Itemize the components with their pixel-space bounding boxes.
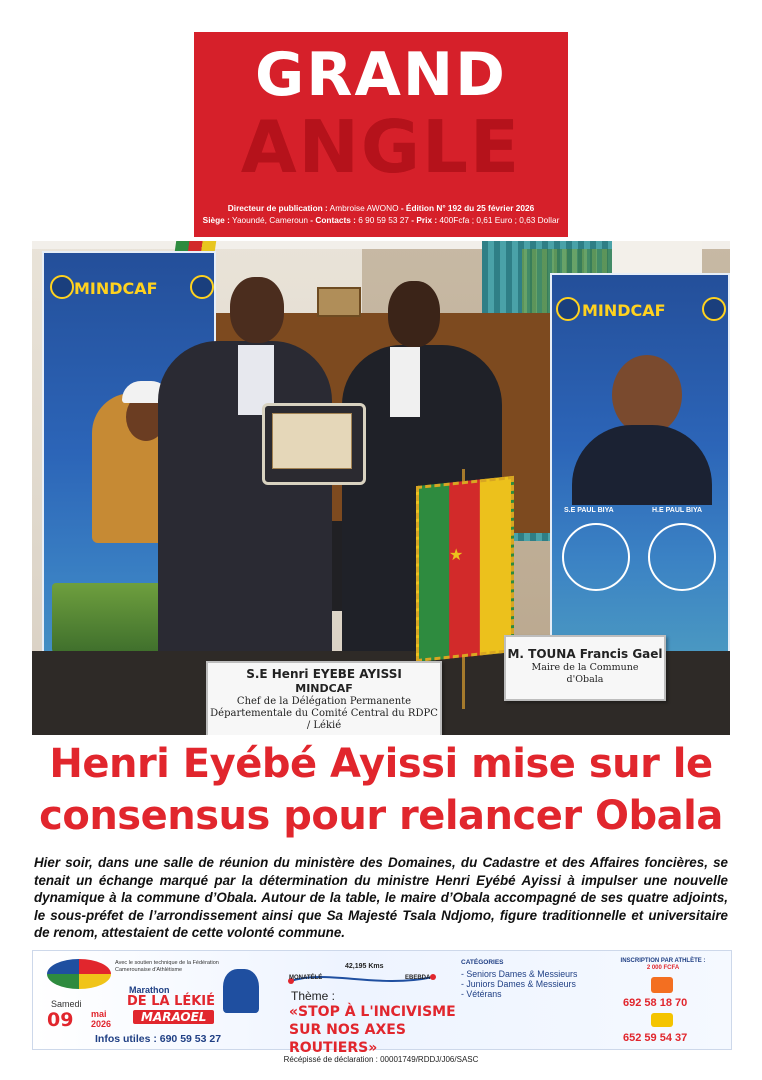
ad-phone-orange: 692 58 18 70 [623, 997, 688, 1009]
contacts-value: 6 90 59 53 27 [355, 215, 409, 225]
lede-paragraph: Hier soir, dans une salle de réunion du ministère des Domaines, du Cadastre et des Affaires foncières, se tenait un échange marqué par la détermination du ministre Henri Eyébé Ayissi à impulser une nouvelle dynamique à la commune d’Obala. Autour de la table, le maire d’Obala accompagné de ses quatre adjoints, le sous-préfet de l’arrondissement ainsi que Sa Majesté Tsala Ndjomo, figure traditionnelle et universitaire de renom, attestaient de cette volonté commune. [34, 855, 728, 940]
siege-label: Siège : [202, 215, 230, 225]
banner-portrait-suit [572, 425, 712, 505]
banner-emblem-icon [702, 297, 726, 321]
banner-portrait-face [612, 355, 682, 435]
ad-categories-title: CATÉGORIES [461, 959, 504, 966]
person-left-head [230, 277, 284, 343]
ad-marathon-label: Marathon [129, 985, 170, 995]
name-plate-right [504, 635, 666, 701]
ad-phone-mtn: 652 59 54 37 [623, 1032, 688, 1044]
plate-left-name: S.E Henri EYEBE AYISSI [246, 667, 402, 681]
ad-lekie-label: DE LA LÉKIÉ [127, 994, 216, 1009]
plate-right-name: M. TOUNA Francis Gael [507, 647, 663, 661]
ad-registration-label: INSCRIPTION PAR ATHLÈTE : [620, 958, 706, 964]
masthead-info [194, 202, 568, 226]
cameroon-flag [416, 476, 514, 662]
quote-icon [648, 523, 716, 591]
mtn-money-icon [651, 1013, 673, 1027]
ad-slogan: «STOP À L'INCIVISME SUR NOS AXES ROUTIERS» [289, 1004, 456, 1056]
masthead-info-line1 [194, 202, 568, 214]
ad-category-item: - Juniors Dames & Messieurs [461, 979, 576, 989]
cover-photo [32, 241, 730, 735]
banner-right-title: MINDCAF [582, 301, 666, 320]
marathon-advert [32, 950, 732, 1056]
masthead [194, 32, 568, 237]
ad-distance: 42,195 Kms [345, 963, 384, 970]
star-icon: ★ [449, 547, 464, 564]
orange-money-icon [651, 977, 673, 993]
person-right-shirt [390, 347, 420, 417]
runner-icon [223, 969, 259, 1013]
banner-logo-icon [556, 297, 580, 321]
ad-year: 2026 [91, 1019, 112, 1029]
banner-logo-icon [50, 275, 74, 299]
fca-logo-icon [47, 959, 111, 989]
ad-category-item: - Vétérans [461, 989, 502, 999]
contacts-label: - Contacts : [307, 215, 356, 225]
ad-event-name: MARAOEL [133, 1010, 214, 1024]
director-name: Ambroise AWONO [327, 203, 399, 213]
siege-value: Yaoundé, Cameroun [229, 215, 308, 225]
prix-value: 400Fcfa ; 0,61 Euro ; 0,63 Dollar [437, 215, 560, 225]
ad-categories-list [461, 969, 577, 999]
plate-right-role: Maire de la Commune d'Obala [531, 662, 639, 685]
ad-end-town: EBEBDA [405, 975, 431, 981]
masthead-title-grand: GRAND [255, 40, 507, 110]
ad-category-item: - Seniors Dames & Messieurs [461, 969, 578, 979]
ad-start-town: MONATÉLÉ [289, 975, 323, 981]
ad-support-text: Avec le soutien technique de la Fédération Camerounaise d'Athlétisme [115, 960, 219, 973]
ad-month: mai [91, 1009, 107, 1019]
ad-weekday: Samedi [51, 999, 82, 1009]
banner-left-title: MINDCAF [74, 279, 158, 298]
banner-portrait-label-en: H.E PAUL BIYA [652, 507, 703, 514]
edition-number: - Édition N° 192 du 25 février 2026 [398, 203, 535, 213]
ad-day: 09 [47, 1009, 74, 1031]
plate-left-org: MINDCAF [295, 682, 353, 695]
footer-recepisse: Récépissé de déclaration : 00001749/RDDJ/J06/SASC [283, 1055, 479, 1064]
prix-label: - Prix : [409, 215, 438, 225]
plate-left-role: Chef de la Délégation Permanente Départementale du Comité Central du RDPC / Lékié [210, 696, 438, 731]
masthead-title-angle: ANGLE [240, 105, 522, 189]
ad-month-year [91, 1009, 111, 1029]
headline: Henri Eyébé Ayissi mise sur le consensus pour relancer Obala [39, 741, 723, 839]
ad-info-phone: Infos utiles : 690 59 53 27 [95, 1033, 222, 1045]
ad-theme-label: Thème : [291, 989, 336, 1003]
quote-icon [562, 523, 630, 591]
banner-right [550, 273, 730, 655]
banner-emblem-icon [190, 275, 214, 299]
director-label: Directeur de publication : [227, 203, 328, 213]
name-plate-left [206, 661, 442, 735]
masthead-info-line2 [194, 214, 568, 226]
gift-case-emblem [272, 413, 352, 469]
person-right-head [388, 281, 440, 347]
photo-picture-frame [317, 287, 361, 317]
ad-registration-fee: 2 000 FCFA [646, 965, 680, 971]
banner-portrait-label: S.E PAUL BIYA [564, 507, 614, 514]
